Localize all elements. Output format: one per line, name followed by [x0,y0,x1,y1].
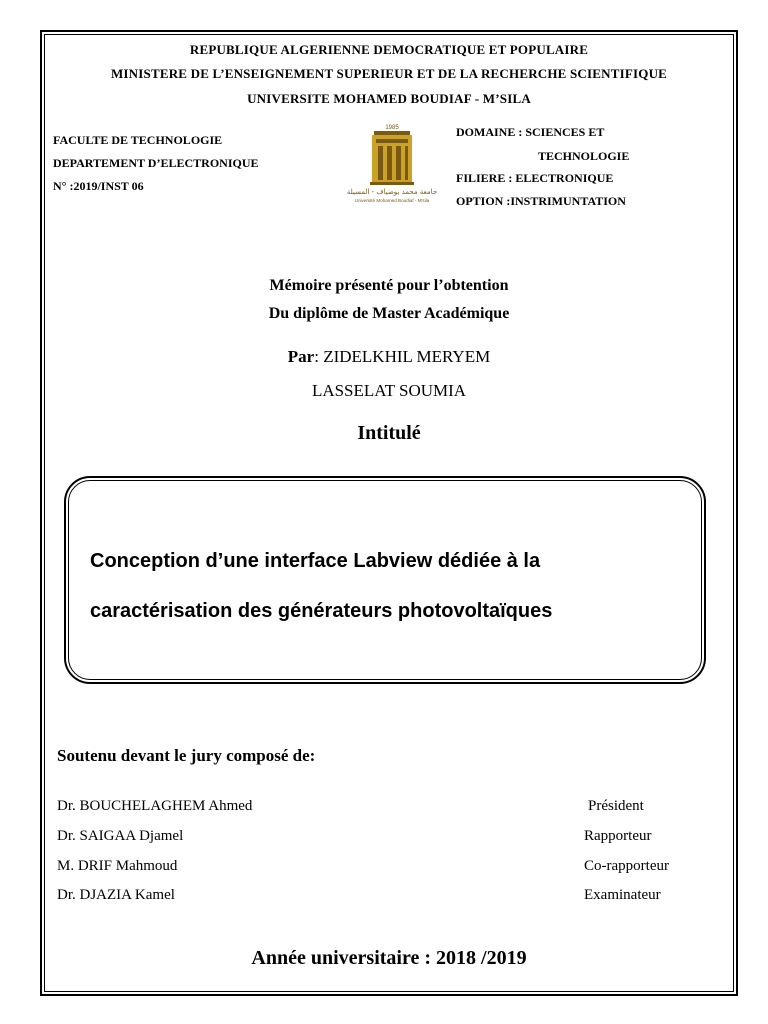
jury-heading: Soutenu devant le jury composé de: [57,746,316,765]
par-label: Par [287,347,315,366]
logo-arabic: جامعة محمد بوضياف - المسيلة [346,188,438,196]
jury-member-role: Examinateur [584,887,661,903]
intitule-heading: Intitulé [357,422,421,444]
faculty-label: FACULTE DE TECHNOLOGIE [53,133,223,147]
university-logo [330,122,454,204]
jury-member-name: Dr. BOUCHELAGHEM Ahmed [57,798,253,814]
author-1: : ZIDELKHIL MERYEM [314,347,491,366]
jury-member-role: Co-rapporteur [584,858,669,874]
thesis-title-line1: Conception d’une interface Labview dédiée à la [90,550,541,572]
thesis-title-line2: caractérisation des générateurs photovoltaïques [90,600,553,622]
header-ministry: MINISTERE DE L’ENSEIGNEMENT SUPERIEUR ET DE LA RECHERCHE SCIENTIFIQUE [110,66,668,81]
option-label: OPTION :INSTRIMUNTATION [456,194,626,208]
department-label: DEPARTEMENT D’ELECTRONIQUE [53,156,259,170]
authors-line1 [44,347,734,367]
document-number: N° :2019/INST 06 [53,179,144,193]
academic-year: Année universitaire : 2018 /2019 [251,947,527,969]
university-logo-icon [330,122,454,204]
memoire-line1: Mémoire présenté pour l’obtention [269,277,509,294]
domain-label: DOMAINE : SCIENCES ET [456,125,605,139]
filiere-label: FILIERE : ELECTRONIQUE [456,171,614,185]
domain-label-cont: TECHNOLOGIE [538,149,630,163]
header-university: UNIVERSITE MOHAMED BOUDIAF - M’SILA [247,91,531,106]
jury-member-name: M. DRIF Mahmoud [57,858,178,874]
logo-latin: Université Mohamed Boudiaf - M'sila [354,198,430,203]
logo-year: 1985 [385,125,399,131]
jury-member-name: Dr. DJAZIA Kamel [57,887,175,903]
header-republic: REPUBLIQUE ALGERIENNE DEMOCRATIQUE ET POPULAIRE [189,42,589,57]
author-2: LASSELAT SOUMIA [311,381,467,400]
jury-member-role: Rapporteur [584,828,652,844]
jury-member-role: Président [588,798,644,814]
memoire-line2: Du diplôme de Master Académique [268,305,510,322]
thesis-title-box-inner [68,480,702,680]
jury-member-name: Dr. SAIGAA Djamel [57,828,184,844]
